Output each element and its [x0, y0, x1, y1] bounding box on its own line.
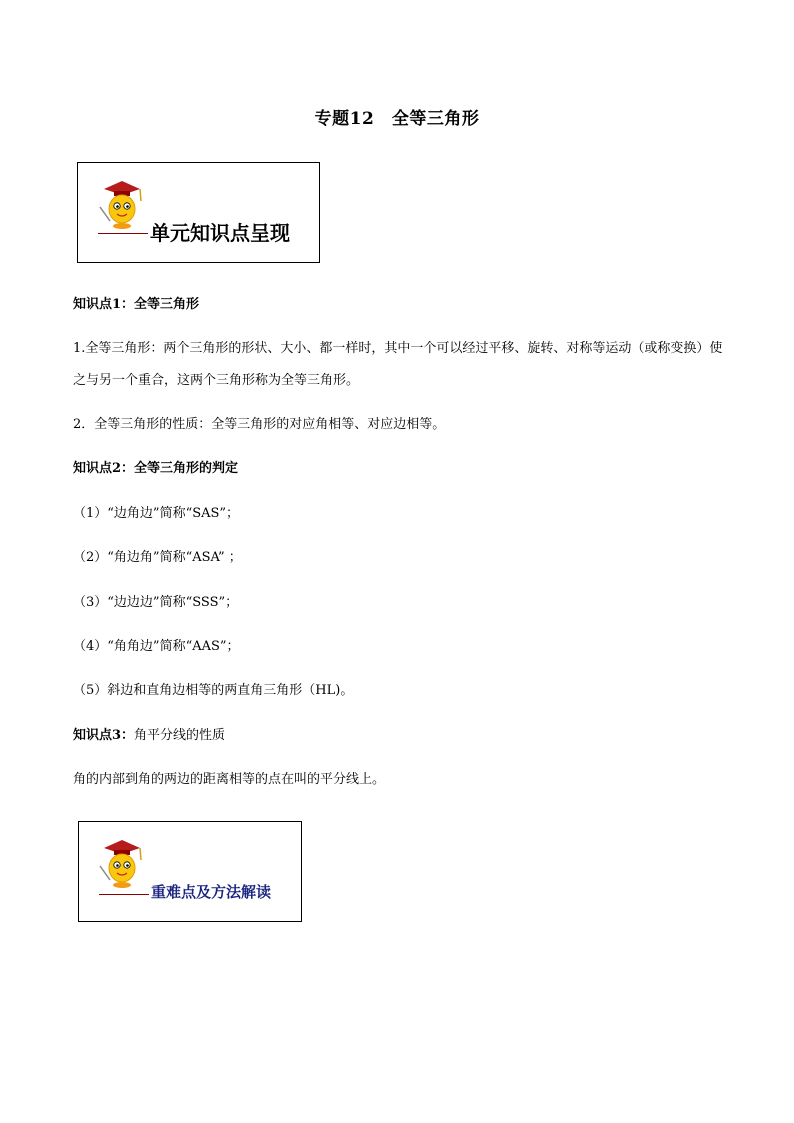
section1-heading: 知识点1：全等三角形 — [73, 297, 200, 312]
banner-underline — [98, 233, 148, 234]
graduate-mascot-icon — [96, 177, 146, 231]
banner-label: 重难点及方法解读 — [151, 883, 272, 901]
criterion-sss: （3）“边边边”简称“SSS”； — [73, 595, 239, 610]
section3-heading — [73, 727, 225, 745]
criterion-hl: （5）斜边和直角边相等的两直角三角形（HL)。 — [73, 683, 354, 698]
criterion-asa: （2）“角边角”简称“ASA” ； — [73, 550, 242, 565]
section1-paragraph-2: 2．全等三角形的性质：全等三角形的对应角相等、对应边相等。 — [73, 417, 446, 432]
section3-paragraph-1: 角的内部到角的两边的距离相等的点在叫的平分线上。 — [73, 772, 386, 787]
section2-heading: 知识点2：全等三角形的判定 — [73, 461, 239, 476]
banner-label: 单元知识点呈现 — [150, 221, 290, 245]
banner-underline — [99, 894, 149, 895]
section-banner-key-points — [78, 821, 302, 922]
section-banner-knowledge — [77, 162, 320, 263]
graduate-mascot-icon — [96, 836, 146, 890]
criterion-sas: （1）“边角边”简称“SAS”； — [73, 506, 240, 521]
section3-heading-label: 知识点3： — [73, 728, 135, 743]
criterion-aas: （4）“角角边”简称“AAS”； — [73, 639, 240, 654]
page-title: 专题12 全等三角形 — [314, 109, 480, 129]
section3-heading-topic: 角平分线的性质 — [134, 728, 226, 743]
section1-paragraph-1: 1.全等三角形：两个三角形的形状、大小、都一样时，其中一个可以经过平移、旋转、对称等运动（或称变换）使之与另一个重合，这两个三角形称为全等三角形。 — [73, 341, 723, 388]
